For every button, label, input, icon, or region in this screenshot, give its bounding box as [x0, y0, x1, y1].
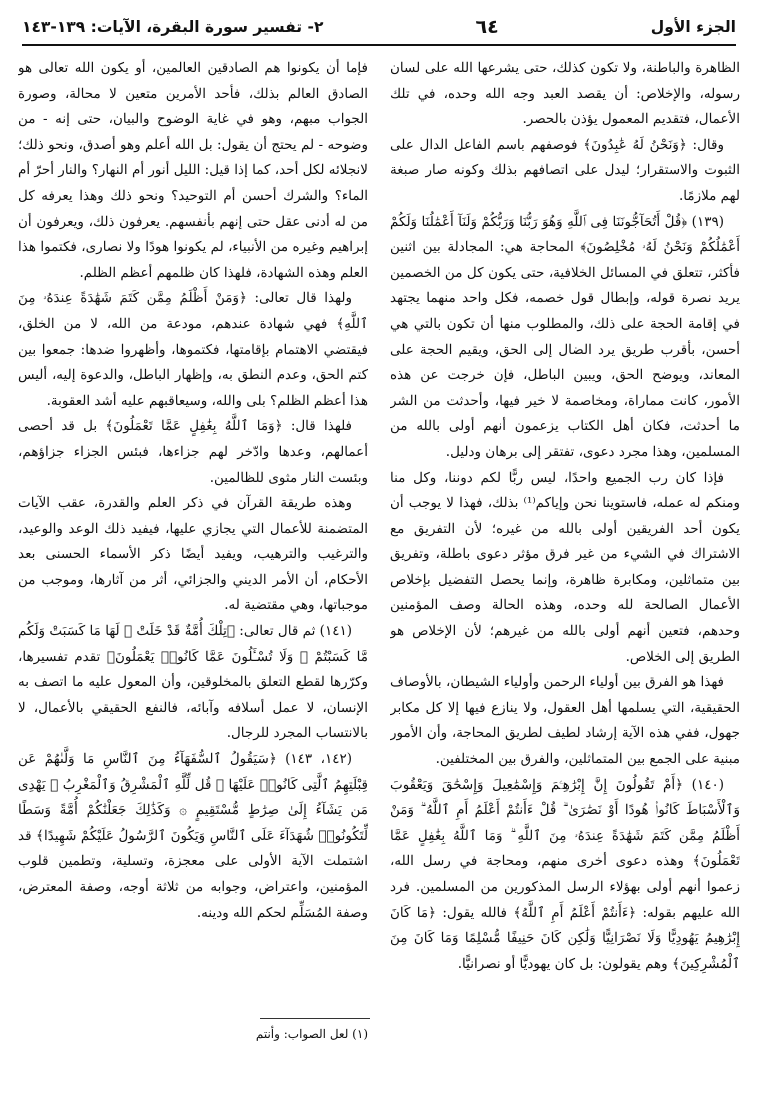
paragraph: فهذا هو الفرق بين أولياء الرحمن وأولياء الشيطان، بالأوصاف الحقيقية، التي يسلمها أهل العقول، ولا ينازع فيها إلا كل مكابر جهول، ففي هذه الآية إرشاد لطيف لطريق المحاجة، وأن الأمور مبنية على الجمع بين المتماثلين، والفرق بين المختلفين. [390, 674, 740, 768]
footnote-divider [260, 1018, 370, 1019]
paragraph: (١٤٠) ﴿أَمْ تَقُولُونَ إِنَّ إِبْرَٰهِـۧمَ وَإِسْمَٰعِيلَ وَإِسْحَٰقَ وَيَعْقُوبَ وَٱلْأَسْبَاطَ كَانُوا۟ هُودًا أَوْ نَصَٰرَىٰ ۗ قُلْ ءَأَنتُمْ أَعْلَمُ أَمِ ٱللَّهُ ۗ وَمَنْ أَظْلَمُ مِمَّن كَتَمَ شَهَٰدَةً عِندَهُۥ مِنَ ٱللَّهِ ۗ وَمَا ٱللَّهُ بِغَٰفِلٍ عَمَّا تَعْمَلُونَ﴾ وهذه دعوى أخرى منهم، ومحاجة في رسل الله، زعموا أنهم أولى بهؤلاء الرسل المذكورين من المسلمين. فرد الله عليهم بقوله: ﴿ءَأَنتُمْ أَعْلَمُ أَمِ ٱللَّهُ﴾ فالله يقول: ﴿مَا كَانَ إِبْرَٰهِيمُ يَهُودِيًّا وَلَا نَصْرَانِيًّا وَلَٰكِن كَانَ حَنِيفًا مُّسْلِمًا وَمَا كَانَ مِنَ ٱلْمُشْرِكِينَ﴾ وهم يقولون: بل كان يهوديًّا أو نصرانيًّا. [390, 776, 740, 972]
paragraph: (١٤١) ثم قال تعالى: ﴿تِلْكَ أُمَّةٌ قَدْ خَلَتْ ۖ لَهَا مَا كَسَبَتْ وَلَكُم مَّا كَسَبْتُمْ ۖ وَلَا تُسْـَٔلُونَ عَمَّا كَانُوا۟ يَعْمَلُونَ﴾ تقدم تفسيرها، وكرّرها لقطع التعلق بالمخلوقين، وأن المعول عليه ما اتصف به الإنسان، لا عمل أسلافه وآبائه، فالنفع الحقيقي بالأعمال، لا بالانتساب المجرد للرجال. [18, 623, 368, 742]
page-number: ٦٤ [475, 16, 499, 38]
page-header [22, 10, 736, 46]
paragraph: وقال: ﴿وَنَحْنُ لَهُ عَٰبِدُونَ﴾ فوصفهم باسم الفاعل الدال على الثبوت والاستقرار؛ ليدل على اتصافهم بذلك وكونه صار صبغة لهم ملازمًا. [390, 136, 740, 204]
left-column [18, 56, 368, 1011]
paragraph: وهذه طريقة القرآن في ذكر العلم والقدرة، عقب الآيات المتضمنة للأعمال التي يجازي عليها، فيفيد ذلك الوعد والوعيد، والترغيب والترهيب، ويفيد أيضًا ذكر الأسماء الحسنى بعد الأحكام، أن الأمر الديني والجزائي، أثر من آثارها، وموجب من موجباتها، وهي مقتضية له. [18, 495, 368, 614]
part-label: الجزء الأول [650, 18, 736, 36]
paragraph: (١٤٢، ١٤٣) ﴿سَيَقُولُ ٱلسُّفَهَآءُ مِنَ ٱلنَّاسِ مَا وَلَّىٰهُمْ عَن قِبْلَتِهِمُ ٱلَّتِى كَانُوا۟ عَلَيْهَا ۚ قُل لِّلَّهِ ٱلْمَشْرِقُ وَٱلْمَغْرِبُ ۚ يَهْدِى مَن يَشَآءُ إِلَىٰ صِرَٰطٍ مُّسْتَقِيمٍ ۞ وَكَذَٰلِكَ جَعَلْنَٰكُمْ أُمَّةً وَسَطًا لِّتَكُونُوا۟ شُهَدَآءَ عَلَى ٱلنَّاسِ وَيَكُونَ ٱلرَّسُولُ عَلَيْكُمْ شَهِيدًا﴾ قد اشتملت الآية الأولى على معجزة، وتسلية، وتطمين قلوب المؤمنين، واعتراض، وجوابه من ثلاثة أوجه، وصفة المعترض، وصفة المُسَلِّم لحكم الله ودينه. [18, 751, 368, 921]
right-column [390, 56, 740, 1098]
paragraph: فلهذا قال: ﴿وَمَا ٱللَّهُ بِغَٰفِلٍ عَمَّا تَعْمَلُونَ﴾ بل قد أحصى أعمالهم، وعدها وادّخر لهم جزاءها، فبئس الجزاء جزاؤهم، وبئست النار مثوى للظالمين. [18, 418, 368, 486]
paragraph: (١٣٩) ﴿قُلْ أَتُحَآجُّونَنَا فِى ٱللَّهِ وَهُوَ رَبُّنَا وَرَبُّكُمْ وَلَنَآ أَعْمَٰلُنَا وَلَكُمْ أَعْمَٰلُكُمْ وَنَحْنُ لَهُۥ مُخْلِصُونَ﴾ المحاجة هي: المجادلة بين اثنين فأكثر، تتعلق في المسائل الخلافية، حتى يكون كل من الخصمين يريد نصرة قوله، وإبطال قول خصمه، فكل واحد منهما يجتهد في إقامة الحجة على ذلك، والمطلوب منها أن تكون بالتي هي أحسن، بأقرب طريق يرد الضال إلى الحق، ويقيم الحجة على المعاند، ويوضح الحق، ويبين الباطل، فإن خرجت عن هذه الأمور، كانت مماراة، ومخاصمة لا خير فيها، وأحدثت من الشر ما أحدثت، فكان أهل الكتاب يزعمون أنهم أولى بالله من المسلمين، وهذا مجرد دعوى، تفتقر إلى برهان ودليل. [390, 213, 740, 460]
paragraph: الظاهرة والباطنة، ولا تكون كذلك، حتى يشرعها الله على لسان رسوله، والإخلاص: أن يقصد العبد وجه الله وحده، في تلك الأعمال، فتقديم المعمول يؤذن بالحصر. [390, 60, 740, 128]
paragraph: فإما أن يكونوا هم الصادقين العالمين، أو يكون الله تعالى هو الصادق العالم بذلك، فأحد الأمرين متعين لا محالة، وصورة الجواب مبهم، وهو في غاية الوضوح والبيان، حتى إنه - من وضوحه - لم يحتج أن يقول: بل الله أعلم وهو أصدق، ونحو ذلك؛ لانجلائه لكل أحد، كما إذا قيل: الليل أنور أم النهار؟ والنار أحرّ أم الماء؟ والشرك أحسن أم التوحيد؟ ونحو ذلك وهذا يعرفه كل من له أدنى عقل حتى إنهم بأنفسهم. يعرفون ذلك، ويعرفون أن إبراهيم وغيره من الأنبياء، لم يكونوا هودًا ولا نصارى، فكتموا هذا العلم وهذه الشهادة، فلهذا كان ظلمهم أعظم الظلم. [18, 60, 368, 281]
footnote: (١) لعل الصواب: وأنتم [255, 1027, 368, 1041]
paragraph: فإذا كان رب الجميع واحدًا، ليس ربًّا لكم دوننا، وكل منا ومنكم له عمله، فاستوينا نحن وإياكم⁽¹⁾ بذلك، فهذا لا يوجب أن يكون أحد الفريقين أولى بالله من غيره؛ لأن التفريق مع الاشتراك في الشيء من غير فرق مؤثر دعوى باطلة، وتفريق بين متماثلين، ومكابرة ظاهرة، وإنما يحصل التفضيل بإخلاص الأعمال الصالحة لله وحده، وهذه الحالة وصف المؤمنين وحدهم، فتعين أنهم أولى بالله من غيرهم؛ لأن الإخلاص هو الطريق إلى الخلاص. [390, 469, 740, 665]
paragraph: ولهذا قال تعالى: ﴿وَمَنْ أَظْلَمُ مِمَّن كَتَمَ شَهَٰدَةً عِندَهُۥ مِنَ ٱللَّهِ﴾ فهي شهادة عندهم، مودعة من الله، لا من الخلق، فيقتضي الاهتمام بإقامتها، فكتموها، وأظهروا ضدها: جمعوا بين كتم الحق، وعدم النطق به، وإظهار الباطل، والدعوة إليه، أليس هذا أعظم الظلم؟ بلى والله، وسيعاقبهم عليه أشد العقوبة. [18, 290, 368, 409]
surah-label: ٢- تفسير سورة البقرة، الآيات: ١٣٩-١٤٣ [22, 18, 324, 36]
